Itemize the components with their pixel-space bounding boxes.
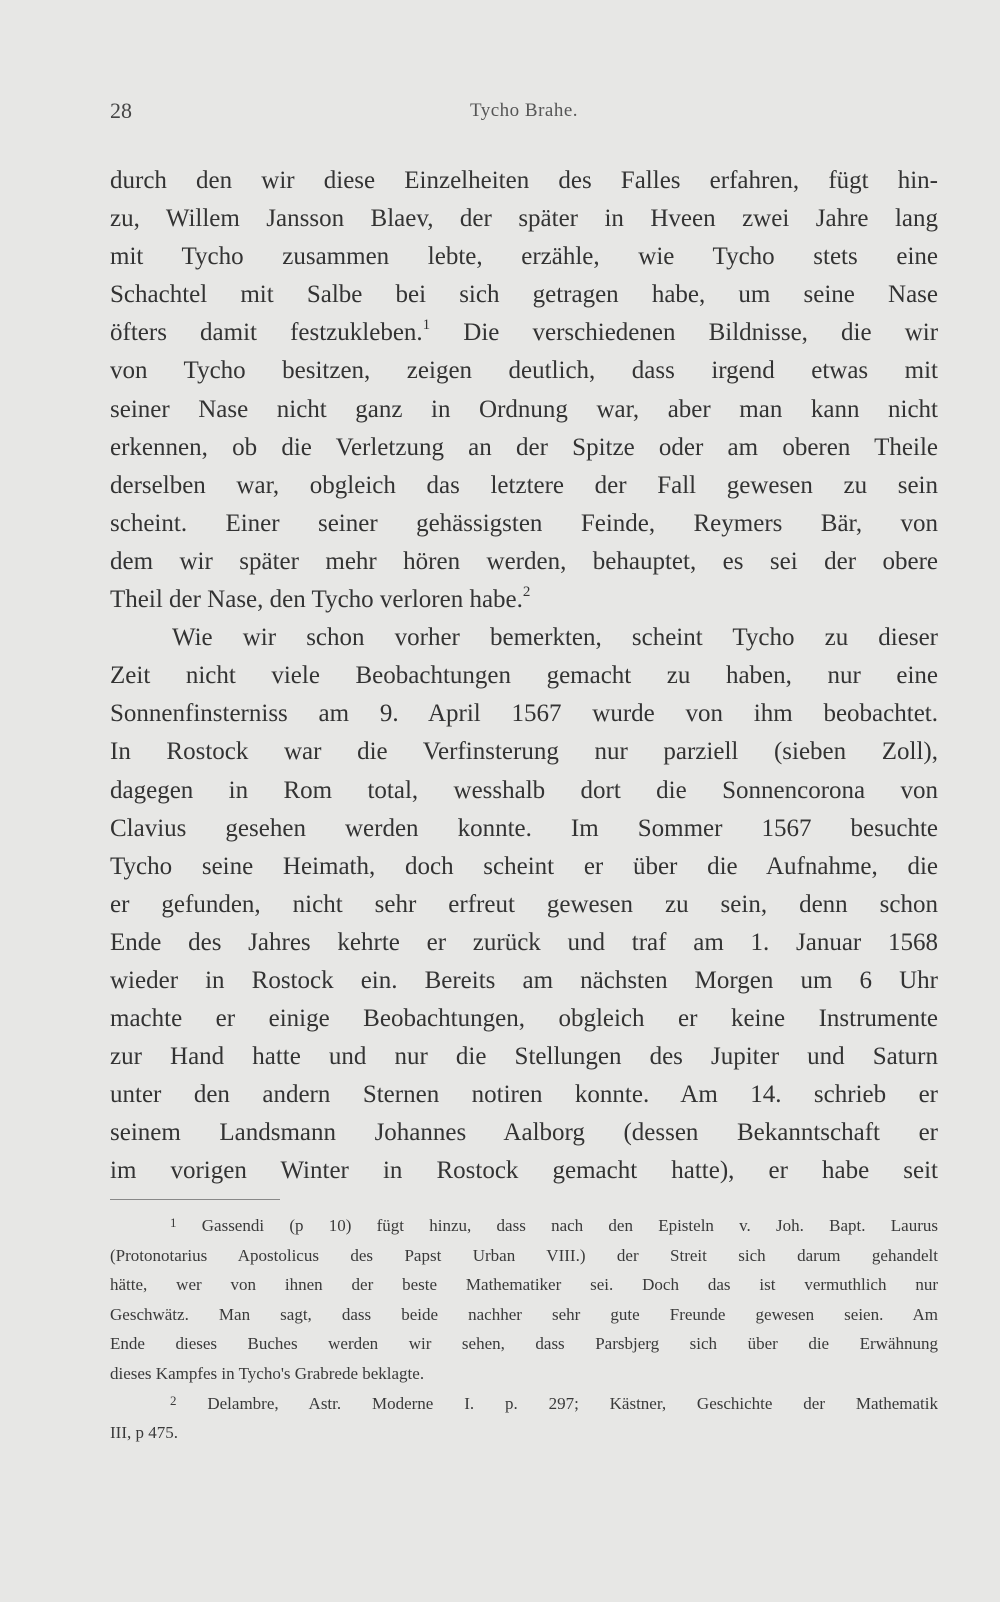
text-line: seiner Nase nicht ganz in Ordnung war, aber man kann nicht [110, 395, 938, 423]
text-line: Wie wir schon vorher bemerkten, scheint Tycho zu dieser [172, 624, 938, 652]
footnote-divider [110, 1199, 280, 1200]
text-line: Tycho seine Heimath, doch scheint er über die Aufnahme, die [110, 852, 938, 880]
text-line: von Tycho besitzen, zeigen deutlich, dass irgend etwas mit [110, 357, 938, 385]
text-segment: Die verschiedenen Bildnisse, die wir [463, 319, 939, 347]
footnote-1-marker: 1 [170, 1215, 177, 1230]
text-line: mit Tycho zusammen lebte, erzähle, wie Tycho stets eine [110, 243, 938, 271]
text-line: Schachtel mit Salbe bei sich getragen habe, um seine Nase [110, 281, 938, 309]
text-line: er gefunden, nicht sehr erfreut gewesen zu sein, denn schon [110, 890, 938, 918]
text-line: dagegen in Rom total, wesshalb dort die Sonnencorona von [110, 776, 938, 804]
text-line: machte er einige Beobachtungen, obgleich er keine Instrumente [110, 1005, 938, 1033]
footnote-2-line: III, p 475. [110, 1423, 178, 1443]
text-line: Clavius gesehen werden konnte. Im Sommer 1567 besuchte [110, 814, 938, 842]
page-number: 28 [110, 98, 132, 123]
text-line: Sonnenfinsterniss am 9. April 1567 wurde von ihm beobachtet. [110, 700, 938, 728]
footnote-text: Gassendi (p 10) fügt hinzu, dass nach den Episteln v. Joh. Bapt. Laurus [201, 1216, 938, 1235]
footnote-1-line [110, 1211, 938, 1241]
text-line: unter den andern Sternen notiren konnte. Am 14. schrieb er [110, 1081, 938, 1109]
footnotes [110, 1211, 938, 1448]
text-line [110, 581, 938, 619]
text-segment: Theil der Nase, den Tycho verloren habe. [110, 586, 523, 614]
text-line: durch den wir diese Einzelheiten des Falles erfahren, fügt hin- [110, 167, 938, 194]
footnote-1-line: dieses Kampfes in Tycho's Grabrede beklagte. [110, 1363, 425, 1383]
footnote-ref-1: 1 [422, 317, 431, 334]
footnote-ref-2: 2 [522, 583, 531, 600]
text-line: scheint. Einer seiner gehässigsten Feinde, Reymers Bär, von [110, 509, 938, 537]
text-line [110, 314, 938, 352]
text-line: wieder in Rostock ein. Bereits am nächsten Morgen um 6 Uhr [110, 966, 938, 994]
running-head: Tycho Brahe. [469, 100, 579, 121]
text-line: zur Hand hatte und nur die Stellungen des Jupiter und Saturn [110, 1043, 938, 1071]
footnote-1-line: Geschwätz. Man sagt, dass beide nachher sehr gute Freunde gewesen seien. Am [110, 1304, 938, 1324]
footnote-2-line [110, 1389, 938, 1419]
page-header [110, 98, 938, 138]
text-line: Zeit nicht viele Beobachtungen gemacht zu haben, nur eine [110, 662, 938, 690]
body-text [110, 162, 938, 1191]
text-line: In Rostock war die Verfinsterung nur parziell (sieben Zoll), [110, 738, 938, 766]
footnote-text: Delambre, Astr. Moderne I. p. 297; Kästner, Geschichte der Mathematik [207, 1393, 939, 1413]
footnote-1-line: Ende dieses Buches werden wir sehen, dass Parsbjerg sich über die Erwähnung [110, 1334, 938, 1354]
text-line: dem wir später mehr hören werden, behauptet, es sei der obere [110, 547, 938, 575]
text-line: derselben war, obgleich das letztere der Fall gewesen zu sein [110, 471, 938, 499]
text-line: Ende des Jahres kehrte er zurück und traf am 1. Januar 1568 [110, 928, 938, 956]
text-segment: öfters damit festzukleben. [110, 319, 423, 347]
text-line: seinem Landsmann Johannes Aalborg (dessen Bekanntschaft er [110, 1119, 938, 1147]
text-line: im vorigen Winter in Rostock gemacht hatte), er habe seit [110, 1157, 938, 1185]
text-line: zu, Willem Jansson Blaev, der später in Hveen zwei Jahre lang [110, 205, 938, 233]
footnote-1-line: hätte, wer von ihnen der beste Mathematiker sei. Doch das ist vermuthlich nur [110, 1275, 938, 1295]
footnote-2-marker: 2 [170, 1392, 177, 1408]
footnote-1-line: (Protonotarius Apostolicus des Papst Urban VIII.) der Streit sich darum gehandelt [110, 1245, 938, 1265]
text-line: erkennen, ob die Verletzung an der Spitze oder am oberen Theile [110, 433, 938, 461]
